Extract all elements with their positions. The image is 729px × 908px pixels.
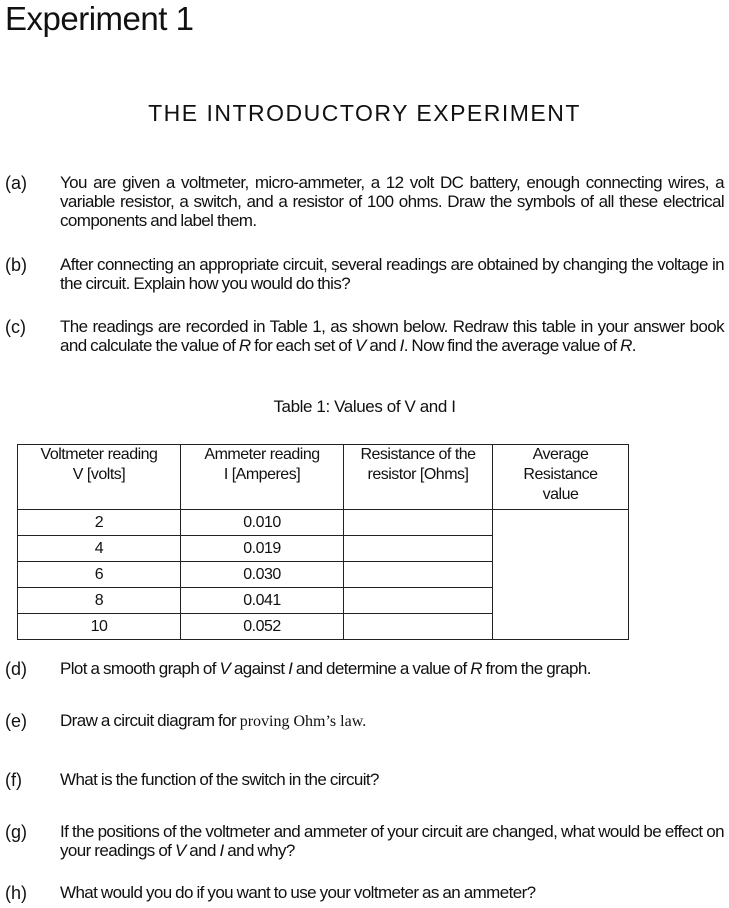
voltage-cell: 4 [18, 536, 181, 562]
question-g-text: If the positions of the voltmeter and ammeter of your circuit are changed, what would be effect on your readings of V and I and why? [60, 822, 724, 860]
resistance-cell [344, 536, 493, 562]
question-h-text: What would you do if you want to use your voltmeter as an ammeter? [60, 883, 536, 902]
resistance-cell [344, 510, 493, 536]
current-cell: 0.019 [181, 536, 344, 562]
question-e-label: (e) [5, 711, 27, 731]
voltage-cell: 8 [18, 588, 181, 614]
question-b-label: (b) [5, 255, 27, 275]
voltage-cell: 2 [18, 510, 181, 536]
header-resistance: Resistance of the resistor [Ohms] [344, 445, 493, 510]
current-cell: 0.010 [181, 510, 344, 536]
question-b-text: After connecting an appropriate circuit, several readings are obtained by changing the voltage in the circuit. Explain how you would do this? [60, 255, 724, 293]
question-e-text: Draw a circuit diagram for proving Ohm’s law. [60, 711, 367, 730]
table-header-row [18, 445, 629, 510]
header-average-resistance: Average Resistance value [493, 445, 629, 510]
current-cell: 0.041 [181, 588, 344, 614]
voltage-cell: 6 [18, 562, 181, 588]
resistance-cell [344, 562, 493, 588]
current-cell: 0.030 [181, 562, 344, 588]
experiment-subtitle: THE INTRODUCTORY EXPERIMENT [148, 100, 581, 126]
document-title: Experiment 1 [5, 0, 194, 37]
header-voltmeter: Voltmeter reading V [volts] [18, 445, 181, 510]
resistance-cell [344, 588, 493, 614]
question-d-label: (d) [5, 659, 27, 679]
current-cell: 0.052 [181, 614, 344, 640]
question-a-label: (a) [5, 173, 27, 193]
header-ammeter: Ammeter reading I [Amperes] [181, 445, 344, 510]
question-f-text: What is the function of the switch in the circuit? [60, 770, 379, 789]
average-resistance-cell [493, 510, 629, 640]
question-c-text: The readings are recorded in Table 1, as shown below. Redraw this table in your answer book and calculate the value of R for each set of V and I. Now find the average value of R. [60, 317, 724, 355]
question-a-text: You are given a voltmeter, micro-ammeter, a 12 volt DC battery, enough connecting wires, a variable resistor, a switch, and a resistor of 100 ohms. Draw the symbols of all these electrical components and label them. [60, 173, 724, 230]
question-d-text: Plot a smooth graph of V against I and determine a value of R from the graph. [60, 659, 591, 678]
question-g-label: (g) [5, 822, 27, 842]
table-row [18, 510, 629, 536]
values-table [17, 444, 629, 640]
question-f-label: (f) [5, 770, 22, 790]
question-c-label: (c) [5, 317, 26, 337]
resistance-cell [344, 614, 493, 640]
voltage-cell: 10 [18, 614, 181, 640]
table-caption: Table 1: Values of V and I [273, 397, 456, 416]
question-h-label: (h) [5, 883, 27, 903]
